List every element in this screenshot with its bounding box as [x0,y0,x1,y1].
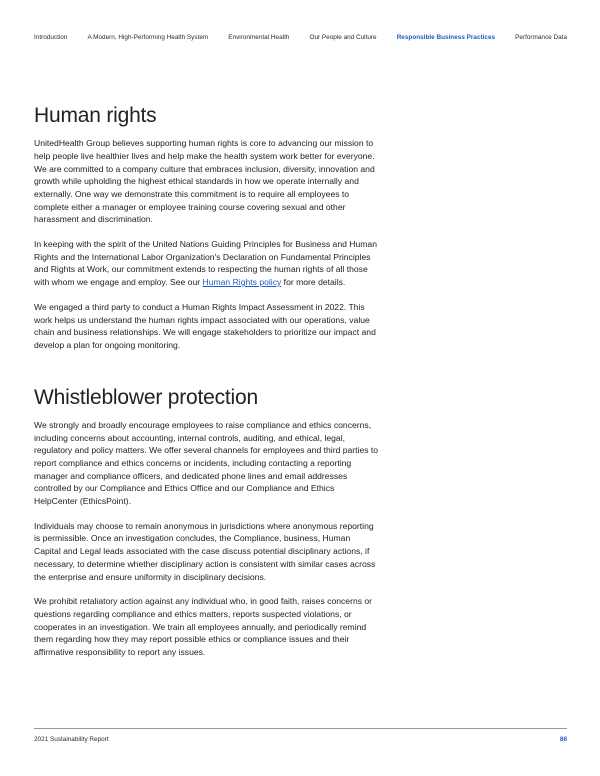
paragraph-text: In keeping with the spirit of the United Nations Guiding Principles for Business and Human Rights and the International Labor Organization's Declaration on Fundamental Principles and Rights at Work, our commitment extends to respecting the human rights of all those with whom we engage and employ. See our [34,239,377,288]
page-number: 86 [559,736,567,743]
whistleblower-paragraph-2: Individuals may choose to remain anonymous in jurisdictions where anonymous reporting is permissible. Once an investigation concludes, the Compliance, business, Human Capital and Legal leads associated with the case discuss potential disciplinary actions, if necessary, to determine whether disciplinary action is consistent with similar cases across the enterprise and ensure uniformity in disciplinary decisions. [34,520,376,582]
nav-responsible-business-practices[interactable]: Responsible Business Practices [396,34,496,41]
nav-environmental-health[interactable]: Environmental Health [228,34,290,41]
nav-people-and-culture[interactable]: Our People and Culture [309,34,377,41]
whistleblower-paragraph-1: We strongly and broadly encourage employees to raise compliance and ethics concerns, including concerns about accounting, internal controls, auditing, and ethical, legal, regulatory and policy matters. We offer several channels for employees and third parties to report compliance and ethics concerns or incidents, including contacting a reporting manager and compliance officers, and dedicated phone lines and email addresses controlled by our Compliance and Ethics Office and our Compliance and Ethics HelpCenter (EthicsPoint). [34,419,379,507]
whistleblower-heading: Whistleblower protection [34,385,258,409]
nav-performance-data[interactable]: Performance Data [515,34,567,41]
human-rights-heading: Human rights [34,104,157,127]
nav-introduction[interactable]: Introduction [34,34,68,41]
whistleblower-section [34,386,379,659]
nav-modern-health-system[interactable]: A Modern, High-Performing Health System [87,34,209,41]
top-navigation [34,34,567,41]
page-footer [34,736,567,743]
paragraph-text: for more details. [281,277,346,288]
human-rights-paragraph-2 [34,238,379,289]
human-rights-paragraph-1: UnitedHealth Group believes supporting human rights is core to advancing our mission to help people live healthier lives and help make the health system work better for everyone. We are committed to a company culture that embraces inclusion, diversity, innovation and growth while upholding the highest ethical standards in how we operate internally and externally. One way we demonstrate this commitment is to require all employees to complete either a manager or employee training course covering sexual and other harassment and discrimination. [34,138,375,225]
footer-divider [34,728,567,729]
report-title: 2021 Sustainability Report [34,736,109,743]
human-rights-section [34,104,379,352]
human-rights-policy-link[interactable]: Human Rights policy [202,277,282,288]
whistleblower-paragraph-3: We prohibit retaliatory action against any individual who, in good faith, raises concerns or questions regarding compliance and ethics matters, reports suspected violations, or cooperates in an investigation. We train all employees annually, and periodically remind them regarding how they may report possible ethics or compliance issues and their affirmative responsibility to report any issues. [34,596,373,658]
human-rights-paragraph-3: We engaged a third party to conduct a Human Rights Impact Assessment in 2022. This work helps us understand the human rights impact associated with our operations, value chain and business relationships. We will engage stakeholders to prioritize our impact and develop a plan for ongoing monitoring. [34,301,376,350]
main-content [34,104,379,671]
